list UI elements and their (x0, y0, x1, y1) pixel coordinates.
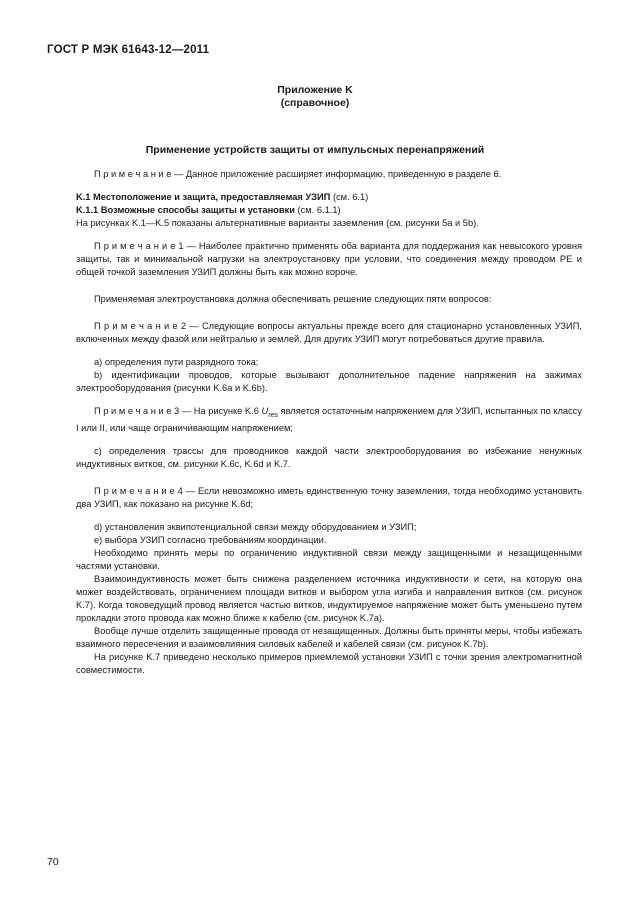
paragraph-measures: Необходимо принять меры по ограничению индуктивной связи между защищенными и незащищенными частями установки. (76, 547, 582, 571)
standard-header: ГОСТ Р МЭК 61643-12—2011 (47, 44, 210, 56)
note-2 (76, 320, 582, 346)
note-text: — Наиболее практично применять оба варианта для поддержания как невысокого уровня защиты, так и минимальной нагрузки на электроустановку при условии, что соединения между проводом PE и общей точкой заземления УЗИП должны быть как можно короче. (76, 241, 582, 277)
list-item-a: a) определения пути разрядного тока; (94, 357, 259, 367)
note-label: П р и м е ч а н и е (94, 169, 172, 179)
note-text: является остаточным напряжением для УЗИП, испытанных по классу I или II, или чаще ограничивающим напряжением; (76, 406, 582, 433)
note-label: П р и м е ч а н и е 3 (94, 406, 180, 416)
note-label: П р и м е ч а н и е 1 (94, 241, 184, 251)
annex-label: Приложение K (277, 84, 353, 96)
section-k1 (76, 191, 582, 204)
subsection-heading: K.1.1 Возможные способы защиты и установки (76, 205, 295, 215)
note-4 (76, 485, 582, 511)
note-1 (76, 240, 582, 279)
section-k1-1 (76, 204, 582, 217)
annex-status: (справочное) (280, 97, 350, 109)
voltage-subscript: res (268, 411, 278, 419)
note-intro (76, 168, 582, 181)
list-item-c: c) определения трассы для проводников каждой части электрооборудования во избежание ненужных индуктивных витков, см. рисунки K.6c, K.6d и K.7. (76, 445, 582, 469)
subsection-ref: (см. 6.1.1) (294, 205, 341, 215)
annex-heading (0, 84, 630, 110)
paragraph-five-questions: Применяемая электроустановка должна обеспечивать решение следующих пяти вопросов: (94, 294, 492, 304)
paragraph-figure-k7: На рисунке K.7 приведено несколько примеров приемлемой установки УЗИП с точки зрения электромагнитной совместимости. (76, 651, 582, 675)
page-number: 70 (47, 856, 59, 868)
voltage-symbol: U (261, 406, 269, 416)
note-3 (76, 405, 582, 435)
note-text: — Данное приложение расширяет информацию, приведенную в разделе 6. (171, 169, 502, 179)
note-label: П р и м е ч а н и е 2 (94, 321, 187, 331)
note-text: — Следующие вопросы актуальны прежде всего для стационарно установленных УЗИП, включенных между фазой или нейтралью и землей. Для других УЗИП могут потребоваться другие правила. (76, 321, 582, 344)
note-text: — На рисунке K.6 (179, 406, 262, 416)
note-label: П р и м е ч а н и е 4 (94, 485, 183, 496)
list-item-e: e) выбора УЗИП согласно требованиям координации. (94, 534, 327, 545)
annex-body (76, 168, 582, 677)
section-ref: (см. 6.1) (330, 192, 369, 202)
annex-title: Применение устройств защиты от импульсных перенапряжений (145, 144, 485, 156)
section-heading: K.1 Местоположение и защита, предоставляемая УЗИП (76, 192, 331, 202)
list-item-d: d) установления эквипотенциальной связи между оборудованием и УЗИП; (94, 521, 417, 532)
paragraph-mutual-inductance: Взаимоиндуктивность может быть снижена разделением источника индуктивности и сети, на которую она может воздействовать, ограничением площади витков и выбором угла изгиба и направления витков (см. рисунок K.7). Когда токоведущий провод является частью витков, индуктируемое напряжение может быть уменьшено путем прокладки этого провода как можно ближе к кабелю (см. рисунок K.7a). (76, 573, 582, 623)
paragraph-separation: Вообще лучше отделить защищенные провода от незащищенных. Должны быть приняты меры, чтобы избежать взаимного пересечения и взаимовлияния силовых кабелей и кабелей связи (см. рисунок K.7b). (76, 625, 582, 649)
list-item-b: b) идентификации проводов, которые вызывают дополнительное падение напряжения на зажимах электрооборудования (рисунки K.6a и K.6b). (76, 370, 582, 393)
note-text: — Если невозможно иметь единственную точку заземления, тогда необходимо установить два УЗИП, как показано на рисунке K.6d; (76, 485, 582, 509)
paragraph-grounding: На рисунках K.1—K.5 показаны альтернативные варианты заземления (см. рисунки 5a и 5b). (76, 218, 479, 228)
